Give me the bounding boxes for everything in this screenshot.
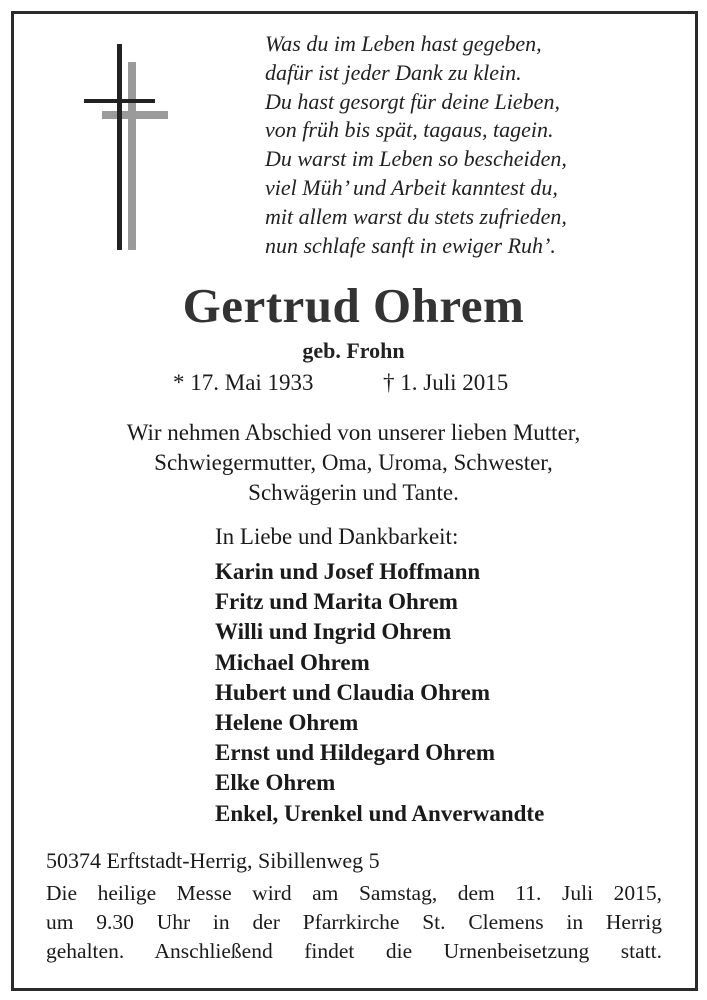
mourner-name: Enkel, Urenkel und Anverwandte [215,800,545,826]
farewell-text [0,418,707,508]
address: 50374 Erftstadt-Herrig, Sibillenweg 5 [46,848,380,873]
cross-vertical [117,44,122,250]
mourner-name: Elke Ohrem [215,770,336,796]
poem-line: viel Müh’ und Arbeit kanntest du, [265,174,558,200]
poem-line: von früh bis spät, tagaus, tagein. [265,117,554,143]
mourners-list [215,557,544,829]
poem-line: mit allem warst du stets zufrieden, [265,203,567,229]
mourner-name: Helene Ohrem [215,710,359,736]
mourner-name: Willi und Ingrid Ohrem [215,619,452,645]
poem-line: Du hast gesorgt für deine Lieben, [265,88,560,114]
mass-notice-line: um 9.30 Uhr in der Pfarrkirche St. Clemens in Herrig [46,910,662,934]
mass-notice-line: Die heilige Messe wird am Samstag, dem 11. Juli 2015, [46,881,662,905]
death-date: † 1. Juli 2015 [383,370,509,395]
mass-notice [46,879,662,966]
cross-shadow-vertical [128,62,136,250]
poem-line: dafür ist jeder Dank zu klein. [265,59,522,85]
cross-horizontal [84,99,155,103]
maiden-name: geb. Frohn [302,338,405,363]
birth-date: * 17. Mai 1933 [173,370,314,395]
farewell-line: Schwägerin und Tante. [248,480,459,505]
mourners-intro: In Liebe und Dankbarkeit: [215,524,459,549]
mourner-name: Michael Ohrem [215,649,370,675]
deceased-name: Gertrud Ohrem [182,278,525,333]
poem-line: Du warst im Leben so bescheiden, [265,146,567,172]
poem-line: nun schlafe sanft in ewiger Ruh’. [265,232,556,258]
farewell-line: Schwiegermutter, Oma, Uroma, Schwester, [154,450,553,475]
poem-line: Was du im Leben hast gegeben, [265,31,542,56]
mass-notice-line: gehalten. Anschließend findet die Urnenbeisetzung statt. [46,939,662,963]
farewell-line: Wir nehmen Abschied von unserer lieben Mutter, [126,420,581,445]
cross-shadow-horizontal [102,111,168,119]
poem [265,30,685,260]
mourner-name: Ernst und Hildegard Ohrem [215,740,496,766]
mourner-name: Hubert und Claudia Ohrem [215,679,490,705]
mourner-name: Karin und Josef Hoffmann [215,559,481,584]
mourner-name: Fritz und Marita Ohrem [215,589,458,615]
